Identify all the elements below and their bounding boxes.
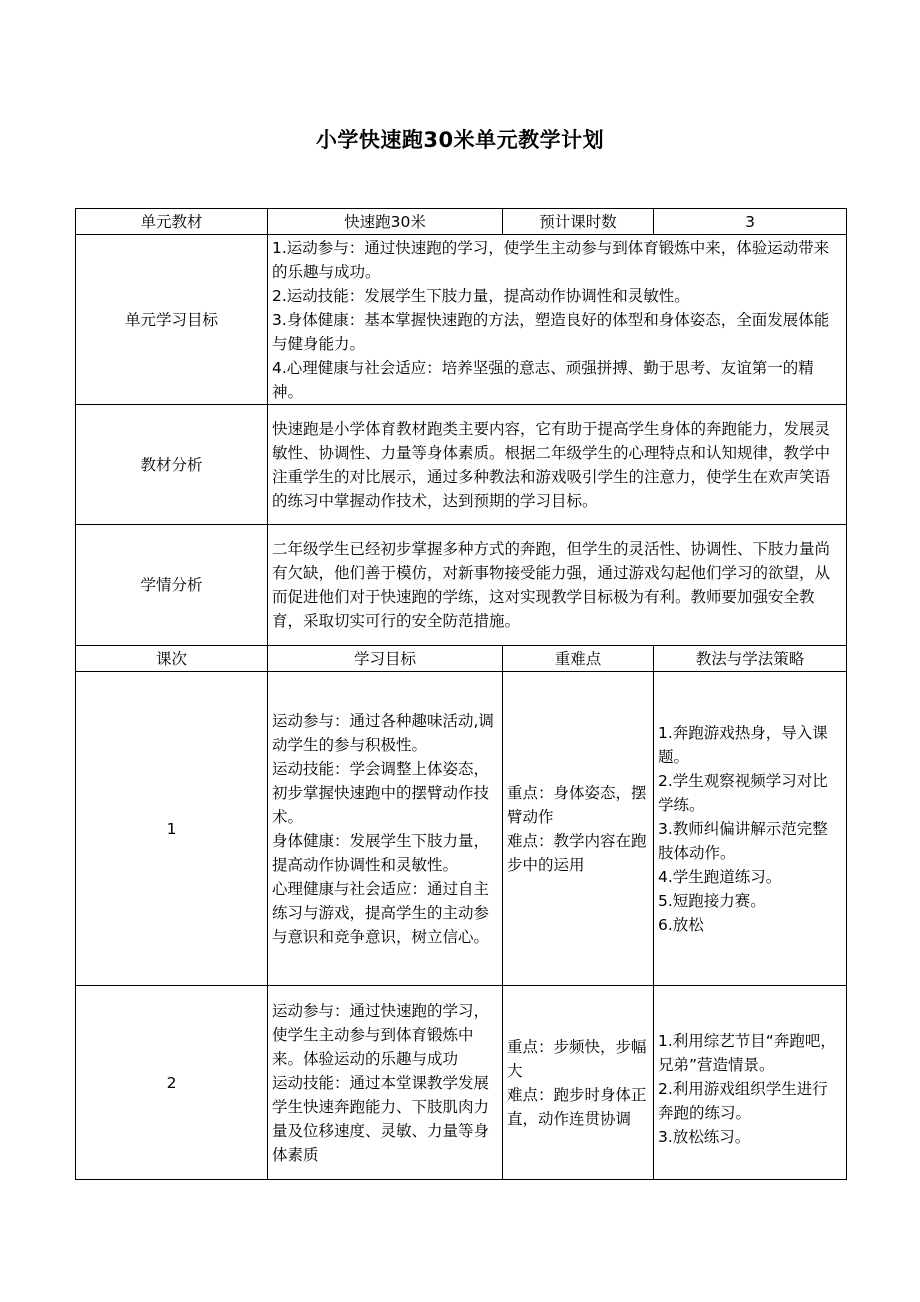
lesson-methods: [654, 672, 847, 986]
lesson-goal-item: 运动参与：通过各种趣味活动,调动学生的参与积极性。: [272, 711, 494, 754]
lesson-goal-item: 运动技能：学会调整上体姿态，初步掌握快速跑中的摆臂动作技术。: [272, 759, 490, 826]
method-item: 2.利用游戏组织学生进行奔跑的练习。: [658, 1079, 828, 1122]
col-key-points: 重难点: [503, 646, 654, 672]
lesson-key-points: [503, 986, 654, 1180]
header-row: [76, 209, 847, 235]
unit-goals-row: [76, 235, 847, 405]
lesson-goal-item: 运动技能：通过本堂课教学发展学生快速奔跑能力、下肢肌肉力量及位移速度、灵敏、力量等身体素质: [272, 1073, 490, 1164]
method-item: 2.学生观察视频学习对比学练。: [658, 771, 828, 814]
col-learning-goals: 学习目标: [268, 646, 503, 672]
method-item: 6.放松: [658, 915, 704, 934]
label-student-analysis: 学情分析: [76, 525, 268, 646]
material-analysis-text: 快速跑是小学体育教材跑类主要内容，它有助于提高学生身体的奔跑能力，发展灵敏性、协调性、力量等身体素质。根据二年级学生的心理特点和认知规律，教学中注重学生的对比展示，通过多种教法和游戏吸引学生的注意力，使学生在欢声笑语的练习中掌握动作技术，达到预期的学习目标。: [268, 405, 847, 525]
planned-hours-value: 3: [654, 209, 847, 235]
label-unit-goals: 单元学习目标: [76, 235, 268, 405]
lesson-number: 2: [76, 986, 268, 1180]
unit-goal-item: 4.心理健康与社会适应：培养坚强的意志、顽强拼搏、勤于思考、友谊第一的精神。: [272, 358, 814, 401]
lesson-row: [76, 986, 847, 1180]
method-item: 3.教师纠偏讲解示范完整肢体动作。: [658, 819, 828, 862]
lesson-number: 1: [76, 672, 268, 986]
unit-goals-content: [268, 235, 847, 405]
label-material-analysis: 教材分析: [76, 405, 268, 525]
label-planned-hours: 预计课时数: [503, 209, 654, 235]
page-title: 小学快速跑30米单元教学计划: [315, 128, 605, 152]
lesson-goal-item: 运动参与：通过快速跑的学习，使学生主动参与到体育锻炼中来。体验运动的乐趣与成功: [272, 1001, 490, 1068]
key-point-item: 重点：身体姿态，摆臂动作: [507, 783, 647, 826]
label-unit-material: 单元教材: [76, 209, 268, 235]
material-analysis-row: [76, 405, 847, 525]
method-item: 1.奔跑游戏热身，导入课题。: [658, 723, 828, 766]
lesson-goal-item: 心理健康与社会适应：通过自主练习与游戏，提高学生的主动参与意识和竞争意识，树立信心。: [272, 879, 490, 946]
lesson-goals: [268, 986, 503, 1180]
lesson-methods: [654, 986, 847, 1180]
unit-material-value: 快速跑30米: [268, 209, 503, 235]
col-lesson: 课次: [76, 646, 268, 672]
lesson-goals: [268, 672, 503, 986]
method-item: 1.利用综艺节目“奔跑吧，兄弟”营造情景。: [658, 1031, 836, 1074]
unit-plan-table: [75, 208, 847, 1180]
unit-goal-item: 1.运动参与：通过快速跑的学习，使学生主动参与到体育锻炼中来，体验运动带来的乐趣与成功。: [272, 238, 830, 281]
key-point-item: 重点：步频快，步幅大: [507, 1037, 647, 1080]
method-item: 5.短跑接力赛。: [658, 891, 766, 910]
student-analysis-text: 二年级学生已经初步掌握多种方式的奔跑，但学生的灵活性、协调性、下肢力量尚有欠缺，他们善于模仿，对新事物接受能力强，通过游戏勾起他们学习的欲望，从而促进他们对于快速跑的学练，这对实现教学目标极为有利。教师要加强安全教育，采取切实可行的安全防范措施。: [268, 525, 847, 646]
method-item: 3.放松练习。: [658, 1127, 751, 1146]
lesson-row: [76, 672, 847, 986]
lesson-key-points: [503, 672, 654, 986]
unit-goal-item: 2.运动技能：发展学生下肢力量，提高动作协调性和灵敏性。: [272, 286, 690, 305]
difficulty-item: 难点：跑步时身体正直，动作连贯协调: [507, 1085, 647, 1128]
unit-goal-item: 3.身体健康：基本掌握快速跑的方法，塑造良好的体型和身体姿态，全面发展体能与健身能力。: [272, 310, 830, 353]
student-analysis-row: [76, 525, 847, 646]
method-item: 4.学生跑道练习。: [658, 867, 782, 886]
lesson-header-row: [76, 646, 847, 672]
col-methods: 教法与学法策略: [654, 646, 847, 672]
difficulty-item: 难点：教学内容在跑步中的运用: [507, 831, 647, 874]
lesson-goal-item: 身体健康：发展学生下肢力量，提高动作协调性和灵敏性。: [272, 831, 490, 874]
